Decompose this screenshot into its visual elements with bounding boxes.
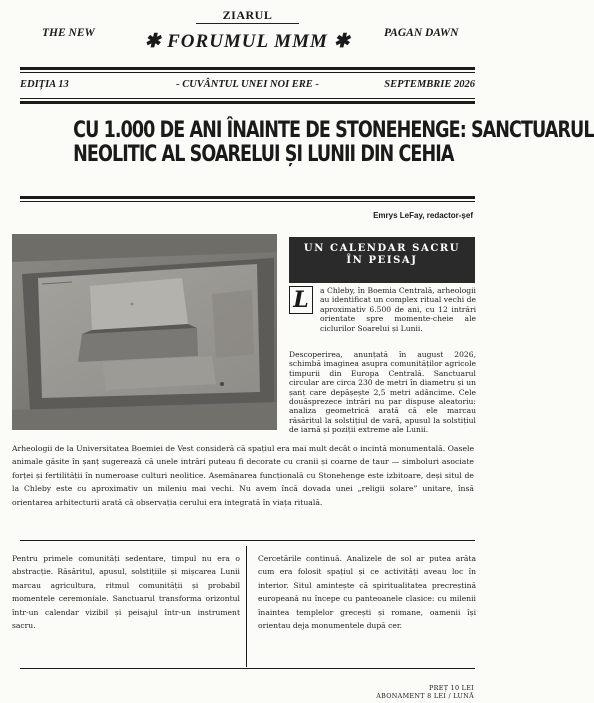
bottom-section-rule	[20, 540, 475, 541]
article-paragraph-4: Pentru primele comunități sedentare, timpul nu era o abstracție. Răsăritul, apusul, solstițiile și mișcarea Lunii marcau agricultura, ritmul comunității și probabil momentele ceremoniale. Sanctuarul transforma orizontul într-un calendar vizibil și peisajul într-un instrument sacru.	[12, 554, 240, 631]
drop-cap: L	[289, 286, 313, 314]
edition-row	[20, 79, 475, 93]
footer-rule	[20, 668, 475, 669]
masthead-rule-thick	[20, 67, 475, 70]
price-info	[376, 684, 474, 700]
masthead-rule-thin	[20, 72, 475, 73]
sidebar-title-line-1: UN CALENDAR SACRU	[303, 243, 461, 254]
headline-rule-thick	[20, 196, 475, 199]
article-paragraph-5: Cercetările continuă. Analizele de sol ar putea arăta cum era folosit spațiul și ce activități aveau loc în interior. Situl amintește că spiritualitatea precreștină europeană nu începe cu panteoanele clasice: cu milenii înaintea templelor grecești și romane, oamenii își orientau deja monumentele după cer.	[258, 554, 476, 631]
masthead-main-title: ✱ FORUMUL MMM ✱	[144, 31, 351, 52]
headline-line-2: NEOLITIC AL SOARELUI ȘI LUNII DIN CEHIA	[73, 141, 454, 167]
headline-line-1: CU 1.000 DE ANI ÎNAINTE DE STONEHENGE: SANCTUARUL	[73, 117, 594, 143]
edition-motto: - CUVÂNTUL UNEI NOI ERE -	[176, 79, 319, 90]
column-divider	[246, 546, 247, 667]
masthead-left-title: THE NEW	[42, 27, 95, 39]
edition-rule-thick	[20, 101, 475, 104]
byline: Emrys LeFay, redactor-șef	[373, 211, 473, 220]
sidebar-title-line-2: ÎN PEISAJ	[346, 255, 418, 266]
sidebar-title	[289, 243, 475, 267]
price-subscription: ABONAMENT 8 LEI / LUNĂ	[376, 692, 474, 700]
article-paragraph-1: a Chleby, în Boemia Centrală, arheologii au identificat un complex ritual vechi de aproximativ 6.500 de ani, cu 12 intrări orientate spre momente-cheie ale ciclurilor Soarelui și Lunii.	[320, 286, 476, 333]
article-photo	[12, 234, 277, 430]
price-single: PREȚ 10 LEI	[429, 684, 474, 692]
headline-rule-thin	[20, 201, 475, 202]
headline	[73, 117, 594, 167]
edition-number: EDIȚIA 13	[20, 79, 69, 90]
edition-rule-thin	[20, 98, 475, 99]
sidebar-title-box	[289, 237, 475, 283]
masthead-top-label: ZIARUL	[222, 8, 273, 22]
masthead-right-title: PAGAN DAWN	[384, 27, 459, 39]
masthead-top-rule	[196, 23, 299, 24]
edition-date: SEPTEMBRIE 2026	[384, 79, 475, 90]
article-paragraph-3: Arheologii de la Universitatea Boemiei de Vest consideră că spațiul era mai mult decât o incintă monumentală. Oasele animale găsite în șanț sugerează că unele intrări puteau fi decorate cu cranii și coarne de taur — simboluri asociate forței și fertilității în numeroase culturi neolitice. Asemănarea funcțională cu Stonehenge este izbitoare, deși situl de la Chleby este cu aproximativ un mileniu mai vechi. Nu avem încă dovada unei „religii solare” unitare, însă orientarea arhitecturii arată că observația cerului era integrată în viața rituală.	[12, 444, 474, 507]
article-paragraph-2: Descoperirea, anunțată în august 2026, schimbă imaginea asupra comunităților agricole timpurii din Europa Centrală. Sanctuarul circular are circa 230 de metri în diametru și un șanț care depășește 2,5 metri adâncime. Cele douăsprezece intrări nu par dispuse aleatoriu: analiza geometrică arată că ele marcau răsăritul la solstițiul de vară, apusul la solstițiul de iarnă și poziții extreme ale Lunii.	[289, 350, 476, 435]
